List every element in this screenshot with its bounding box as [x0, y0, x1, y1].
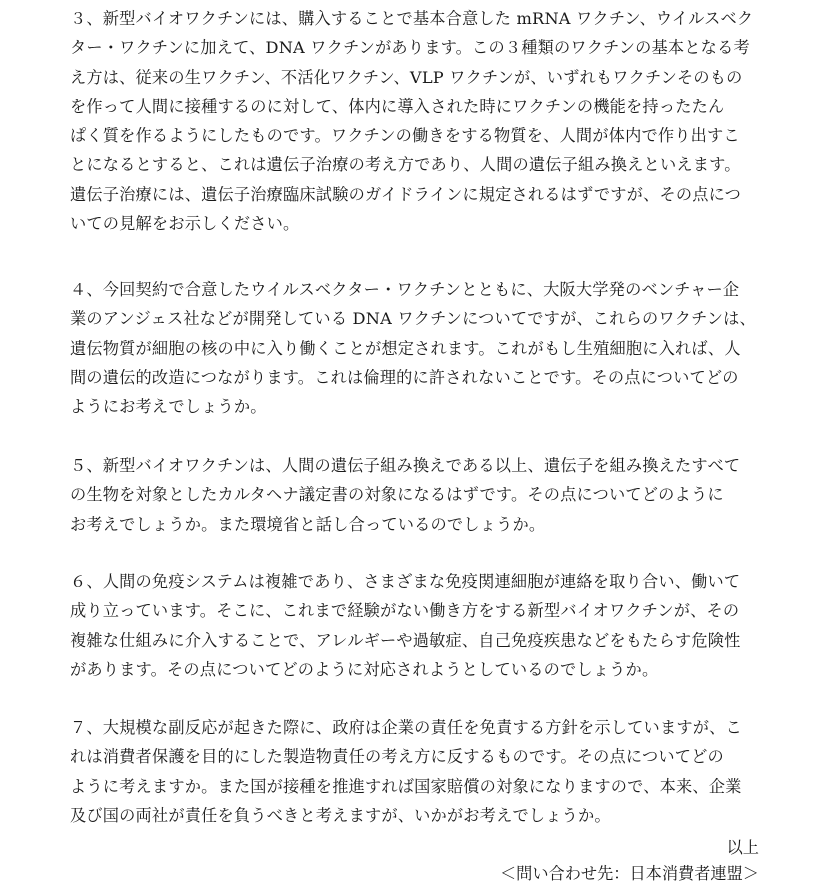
- question-7-paragraph: [70, 713, 770, 830]
- paragraph-line: いての見解をお示しください。: [70, 214, 300, 234]
- paragraph-line: とになるとすると、これは遺伝子治療の考え方であり、人間の遺伝子組み換えといえます。: [70, 155, 741, 175]
- paragraph-line: 遺伝物質が細胞の核の中に入り働くことが想定されます。これがもし生殖細胞に入れば、人: [70, 338, 741, 358]
- paragraph-line: 業のアンジェス社などが開発している DNA ワクチンについてですが、これらのワクチンは、: [70, 309, 756, 329]
- question-3-paragraph: [70, 4, 770, 238]
- paragraph-line: ようにお考えでしょうか。: [70, 397, 267, 417]
- paragraph-line: ４、今回契約で合意したウイルスベクター・ワクチンとともに、大阪大学発のベンチャー企: [70, 280, 740, 299]
- question-5-paragraph: [70, 451, 770, 539]
- paragraph-line: 成り立っています。そこに、これまで経験がない働き方をする新型バイオワクチンが、その: [70, 601, 740, 621]
- paragraph-line: を作って人間に接種するのに対して、体内に導入された時にワクチンの機能を持ったたん: [70, 96, 725, 116]
- question-6-paragraph: [70, 567, 770, 684]
- paragraph-line: ぱく質を作るようにしたものです。ワクチンの働きをする物質を、人間が体内で作り出すこ: [70, 126, 740, 146]
- paragraph-line: 遺伝子治療には、遺伝子治療臨床試験のガイドラインに規定されるはずですが、その点につ: [70, 184, 742, 204]
- paragraph-line: 複雑な仕組みに介入することで、アレルギーや過敏症、自己免疫疾患などをもたらす危険性: [70, 630, 741, 650]
- paragraph-line: 間の遺伝的改造につながります。これは倫理的に許されないことです。その点についてどの: [70, 367, 739, 387]
- paragraph-line: お考えでしょうか。また環境省と話し合っているのでしょうか。: [70, 514, 546, 534]
- contact-info: ＜問い合わせ先：日本消費者連盟＞: [500, 864, 759, 883]
- paragraph-line: ３、新型バイオワクチンには、購入することで基本合意した mRNA ワクチン、ウイルスベク: [70, 9, 754, 28]
- paragraph-line: ように考えますか。また国が接種を推進すれば国家賠償の対象になりますので、本来、企業: [70, 776, 742, 796]
- paragraph-line: れは消費者保護を目的にした製造物責任の考え方に反するものです。その点についてどの: [70, 747, 724, 767]
- paragraph-line: ター・ワクチンに加えて、DNA ワクチンがあります。この３種類のワクチンの基本となる考: [70, 38, 750, 58]
- paragraph-line: ６、人間の免疫システムは複雑であり、さまざまな免疫関連細胞が連絡を取り合い、働いて: [70, 572, 741, 591]
- paragraph-line: 及び国の両社が責任を負うべきと考えますが、いかがお考えでしょうか。: [70, 805, 611, 825]
- closing-text: 以上: [726, 838, 759, 857]
- paragraph-line: ５、新型バイオワクチンは、人間の遺伝子組み換えである以上、遺伝子を組み換えたすべて: [70, 456, 741, 475]
- question-4-paragraph: [70, 275, 770, 421]
- paragraph-line: の生物を対象としたカルタヘナ議定書の対象になるはずです。その点についてどのように: [70, 485, 724, 505]
- paragraph-line: え方は、従来の生ワクチン、不活化ワクチン、VLP ワクチンが、いずれもワクチンそのもの: [70, 67, 743, 87]
- paragraph-line: ７、大規模な副反応が起きた際に、政府は企業の責任を免責する方針を示していますが、こ: [70, 718, 742, 737]
- paragraph-line: があります。その点についてどのように対応されようとしているのでしょうか。: [70, 659, 659, 679]
